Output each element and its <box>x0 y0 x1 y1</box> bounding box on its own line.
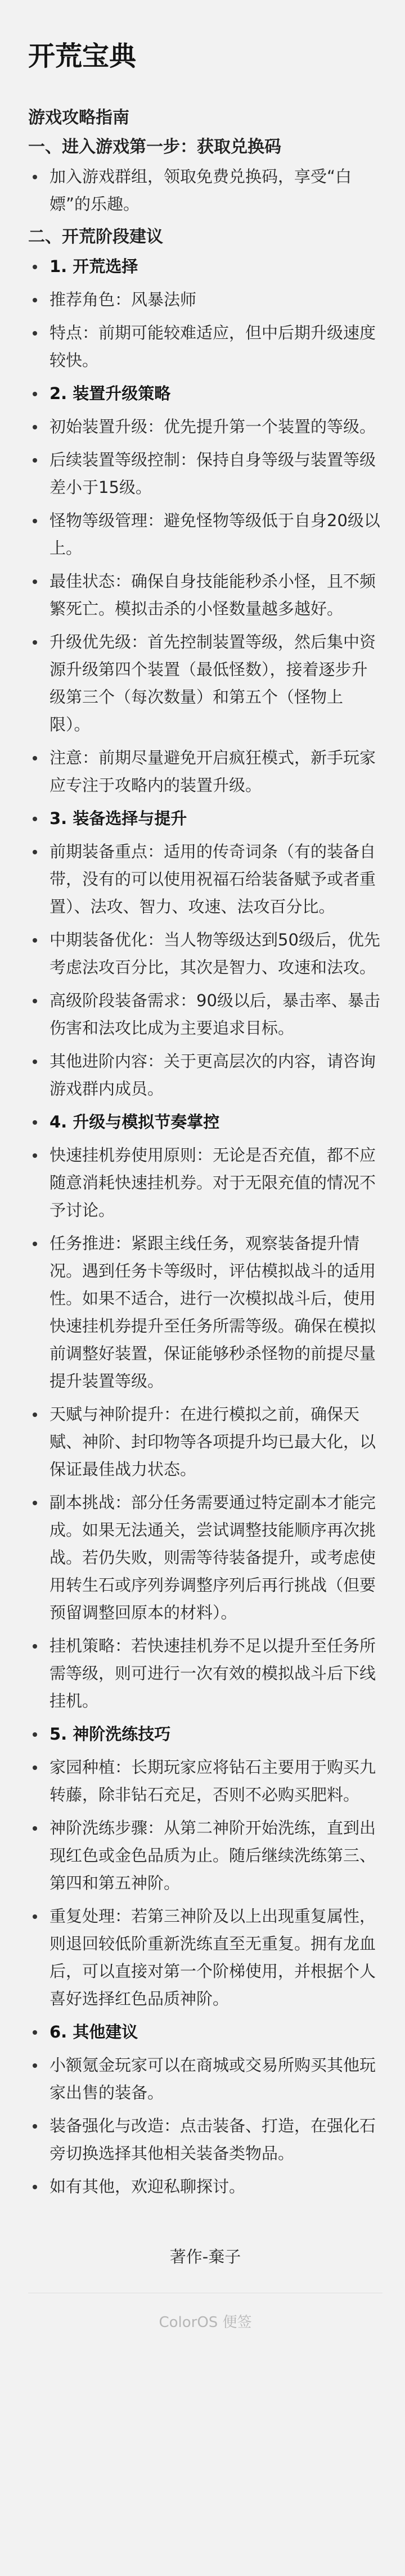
list-item: 如有其他，欢迎私聊探讨。 <box>28 2173 382 2201</box>
list-item: 初始装置升级：优先提升第一个装置的等级。 <box>28 413 382 441</box>
note-title: 开荒宝典 <box>28 40 137 72</box>
list-item: 任务推进：紧跟主线任务，观察装备提升情况。遇到任务卡等级时，评估模拟战斗的适用性。如果不适合，进行一次模拟战斗后，使用快速挂机券提升至任务所需等级。确保在模拟前调整好装置，保证能够秒杀怪物的前提尽量提升装置等级。 <box>28 1230 382 1395</box>
list-item: 挂机策略：若快速挂机券不足以提升至任务所需等级，则可进行一次有效的模拟战斗后下线挂机。 <box>28 1632 382 1715</box>
list-item: 副本挑战：部分任务需要通过特定副本才能完成。如果无法通关，尝试调整技能顺序再次挑战。若仍失败，则需等待装备提升，或考虑使用转生石或序列券调整序列后再行挑战（但要预留调整回原本的材料）。 <box>28 1489 382 1627</box>
guide-heading: 游戏攻略指南 <box>28 107 129 128</box>
subsection-heading-5: 5. 神阶洗练技巧 <box>28 1721 382 1748</box>
section-1-list <box>28 163 382 218</box>
section-2-heading: 二、开荒阶段建议 <box>28 227 163 247</box>
list-item: 天赋与神阶提升：在进行模拟之前，确保天赋、神阶、封印物等各项提升均已最大化，以保证最佳战力状态。 <box>28 1401 382 1483</box>
list-item: 其他进阶内容：关于更高层次的内容，请咨询游戏群内成员。 <box>28 1048 382 1103</box>
list-item: 小额氪金玩家可以在商城或交易所购买其他玩家出售的装备。 <box>28 2052 382 2107</box>
app-footer-watermark: ColorOS 便签 <box>159 2314 252 2331</box>
list-item: 高级阶段装备需求：90级以后，暴击率、暴击伤害和法攻比成为主要追求目标。 <box>28 987 382 1042</box>
list-item: 快速挂机券使用原则：无论是否充值，都不应随意消耗快速挂机券。对于无限充值的情况不予讨论。 <box>28 1142 382 1224</box>
list-item: 前期装备重点：适用的传奇词条（有的装备自带，没有的可以使用祝福石给装备赋予或者重置）、法攻、智力、攻速、法攻百分比。 <box>28 838 382 921</box>
list-item: 特点：前期可能较难适应，但中后期升级速度较快。 <box>28 319 382 374</box>
list-item: 升级优先级：首先控制装置等级，然后集中资源升级第四个装置（最低怪数），接着逐步升级第三个（每次数量）和第五个（怪物上限）。 <box>28 628 382 739</box>
subsection-heading-1: 1. 开荒选择 <box>28 253 382 280</box>
list-item: 加入游戏群组，领取免费兑换码，享受“白嫖”的乐趣。 <box>28 163 382 218</box>
list-item: 重复处理：若第三神阶及以上出现重复属性，则退回较低阶重新洗练直至无重复。拥有龙血后，可以直接对第一个阶梯使用，并根据个人喜好选择红色品质神阶。 <box>28 1903 382 2013</box>
subsection-heading-6: 6. 其他建议 <box>28 2018 382 2046</box>
list-item: 最佳状态：确保自身技能能秒杀小怪，且不频繁死亡。模拟击杀的小怪数量越多越好。 <box>28 568 382 623</box>
author-signature: 著作-棄子 <box>169 2247 241 2266</box>
list-item: 怪物等级管理：避免怪物等级低于自身20级以上。 <box>28 507 382 562</box>
subsection-heading-2: 2. 装置升级策略 <box>28 380 382 408</box>
list-item: 中期装备优化：当人物等级达到50级后，优先考虑法攻百分比，其次是智力、攻速和法攻。 <box>28 926 382 981</box>
list-item: 推荐角色：风暴法师 <box>28 286 382 314</box>
list-item: 装备强化与改造：点击装备、打造，在强化石旁切换选择其他相关装备类物品。 <box>28 2112 382 2167</box>
section-2-list <box>28 253 382 2201</box>
subsection-heading-3: 3. 装备选择与提升 <box>28 805 382 832</box>
section-1-heading: 一、进入游戏第一步：获取兑换码 <box>28 137 281 157</box>
subsection-heading-4: 4. 升级与模拟节奏掌控 <box>28 1108 382 1136</box>
list-item: 注意：前期尽量避免开启疯狂模式，新手玩家应专注于攻略内的装置升级。 <box>28 744 382 799</box>
list-item: 神阶洗练步骤：从第二神阶开始洗练，直到出现红色或金色品质为止。随后继续洗练第三、第四和第五神阶。 <box>28 1814 382 1897</box>
list-item: 家园种植：长期玩家应将钻石主要用于购买九转藤，除非钻石充足，否则不必购买肥料。 <box>28 1754 382 1809</box>
list-item: 后续装置等级控制：保持自身等级与装置等级差小于15级。 <box>28 446 382 501</box>
